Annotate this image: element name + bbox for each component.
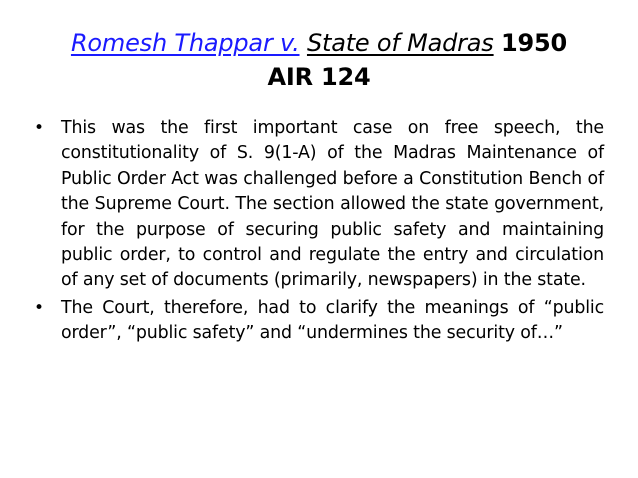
case-citation: AIR 124 xyxy=(267,63,371,91)
bullet-list xyxy=(34,116,604,349)
bullet-item xyxy=(34,116,604,294)
bullet-text: This was the first important case on free speech, the constitutionality of S. 9(1-A) of the Madras Maintenance of Public Order Act was challenged before a Constitution Bench of the Supreme Court. The section allowed the state government, for the purpose of securing public safety and maintaining public order, to control and regulate the entry and circulation of any set of documents (primarily, newspapers) in the state. xyxy=(61,118,604,291)
case-year: 1950 xyxy=(501,29,568,57)
respondent-name: State of Madras xyxy=(306,29,494,57)
bullet-text: The Court, therefore, had to clarify the meanings of “public order”, “public safety” and “undermines the security of…” xyxy=(61,297,604,344)
bullet-marker-icon: • xyxy=(34,297,44,318)
case-name-link[interactable]: Romesh Thappar v. xyxy=(70,29,300,57)
slide-title xyxy=(40,26,598,94)
bullet-marker-icon: • xyxy=(34,118,44,138)
bullet-item xyxy=(34,296,604,347)
